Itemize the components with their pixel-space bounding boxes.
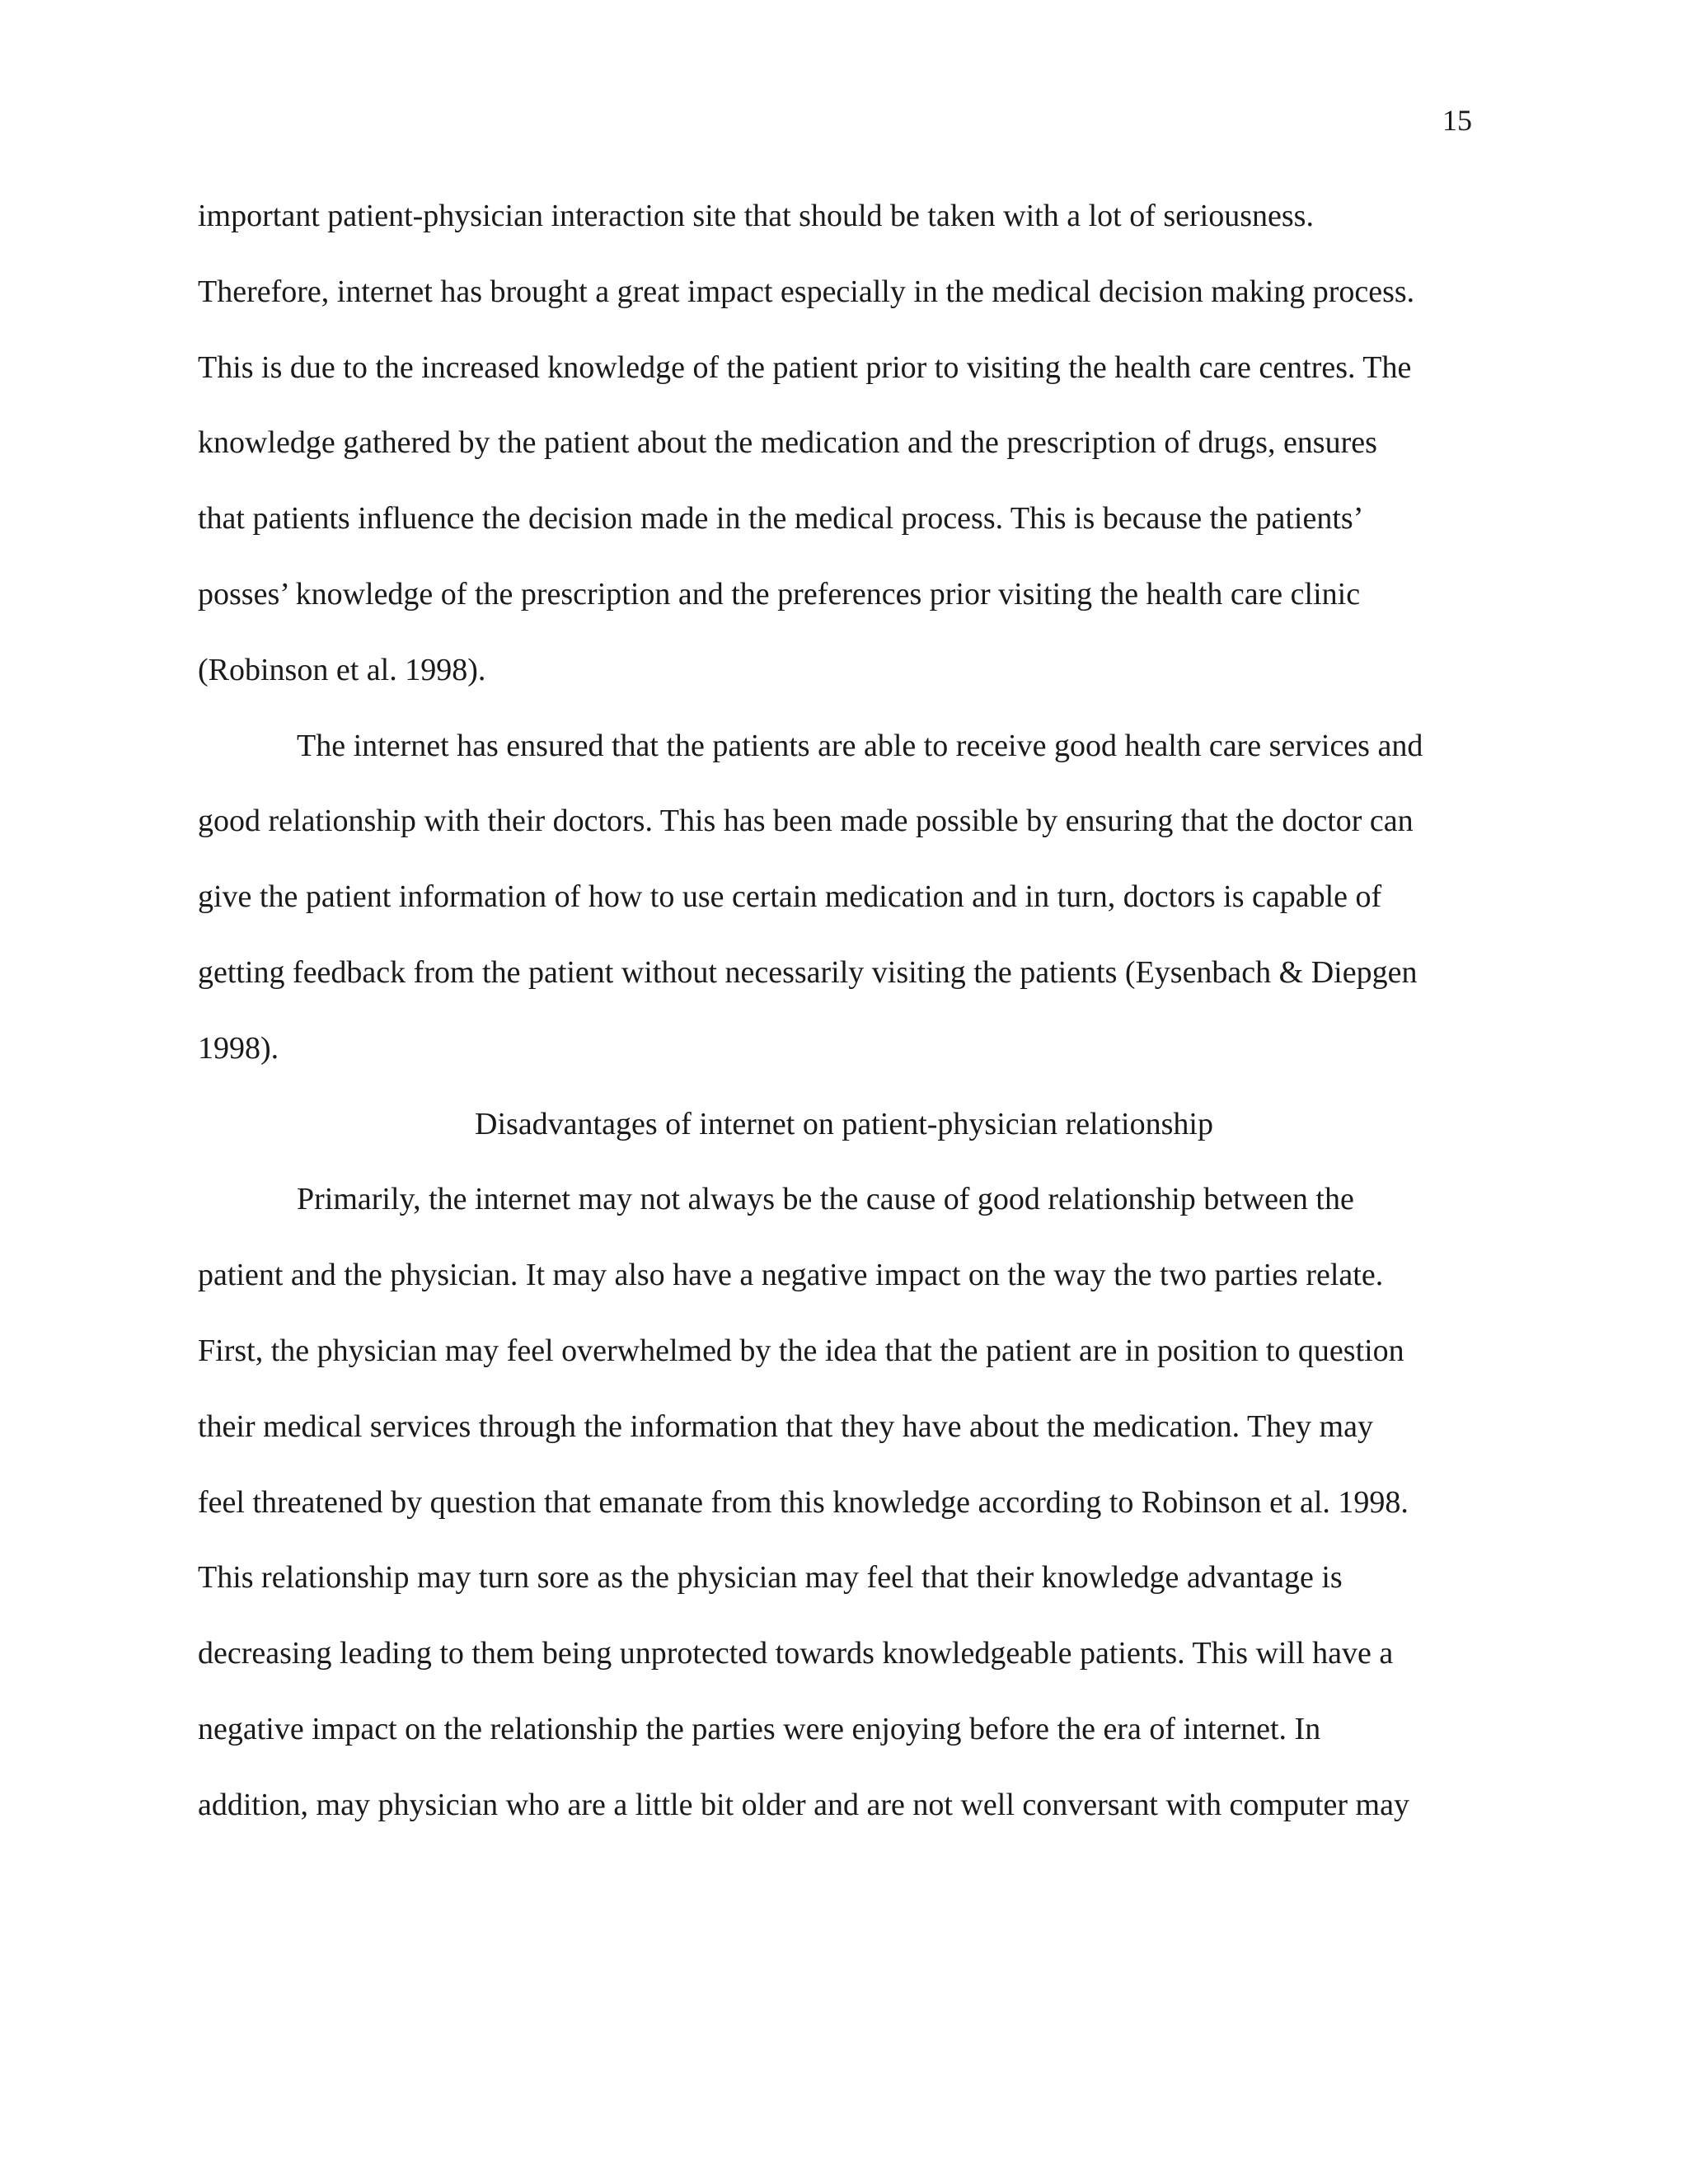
text-line: negative impact on the relationship the parties were enjoying before the era of internet. In <box>198 1711 1321 1746</box>
text-line: 1998). <box>198 1030 279 1066</box>
text-line: addition, may physician who are a little bit older and are not well conversant with computer may <box>198 1787 1409 1822</box>
text-line: posses’ knowledge of the prescription and the preferences prior visiting the health care clinic <box>198 576 1361 612</box>
text-line: decreasing leading to them being unprotected towards knowledgeable patients. This will have a <box>198 1636 1394 1671</box>
text-line: This is due to the increased knowledge of the patient prior to visiting the health care centres. The <box>198 349 1412 385</box>
text-line: good relationship with their doctors. This has been made possible by ensuring that the doctor can <box>198 804 1414 839</box>
text-line: Primarily, the internet may not always be the cause of good relationship between the <box>297 1182 1354 1217</box>
text-line: (Robinson et al. 1998). <box>198 652 486 687</box>
text-line: that patients influence the decision made in the medical process. This is because the patients’ <box>198 501 1364 537</box>
text-line: their medical services through the information that they have about the medication. They may <box>198 1408 1373 1444</box>
document-body <box>198 196 1490 1861</box>
text-line: getting feedback from the patient without necessarily visiting the patients (Eysenbach & Diepgen <box>198 954 1418 990</box>
text-line: Therefore, internet has brought a great impact especially in the medical decision making process. <box>198 274 1415 309</box>
text-line: This relationship may turn sore as the physician may feel that their knowledge advantage is <box>198 1560 1343 1596</box>
section-heading: Disadvantages of internet on patient-physician relationship <box>475 1106 1213 1141</box>
text-line: The internet has ensured that the patients are able to receive good health care services and <box>297 728 1423 763</box>
text-line: First, the physician may feel overwhelmed by the idea that the patient are in position to question <box>198 1333 1404 1368</box>
text-line: feel threatened by question that emanate from this knowledge according to Robinson et al. 1998. <box>198 1484 1409 1520</box>
page-number: 15 <box>1442 104 1472 137</box>
text-line: patient and the physician. It may also have a negative impact on the way the two parties relate. <box>198 1258 1384 1293</box>
text-line: give the patient information of how to use certain medication and in turn, doctors is capable of <box>198 879 1382 915</box>
text-line: knowledge gathered by the patient about the medication and the prescription of drugs, ensures <box>198 425 1377 461</box>
text-line: important patient-physician interaction site that should be taken with a lot of seriousness. <box>198 199 1314 233</box>
